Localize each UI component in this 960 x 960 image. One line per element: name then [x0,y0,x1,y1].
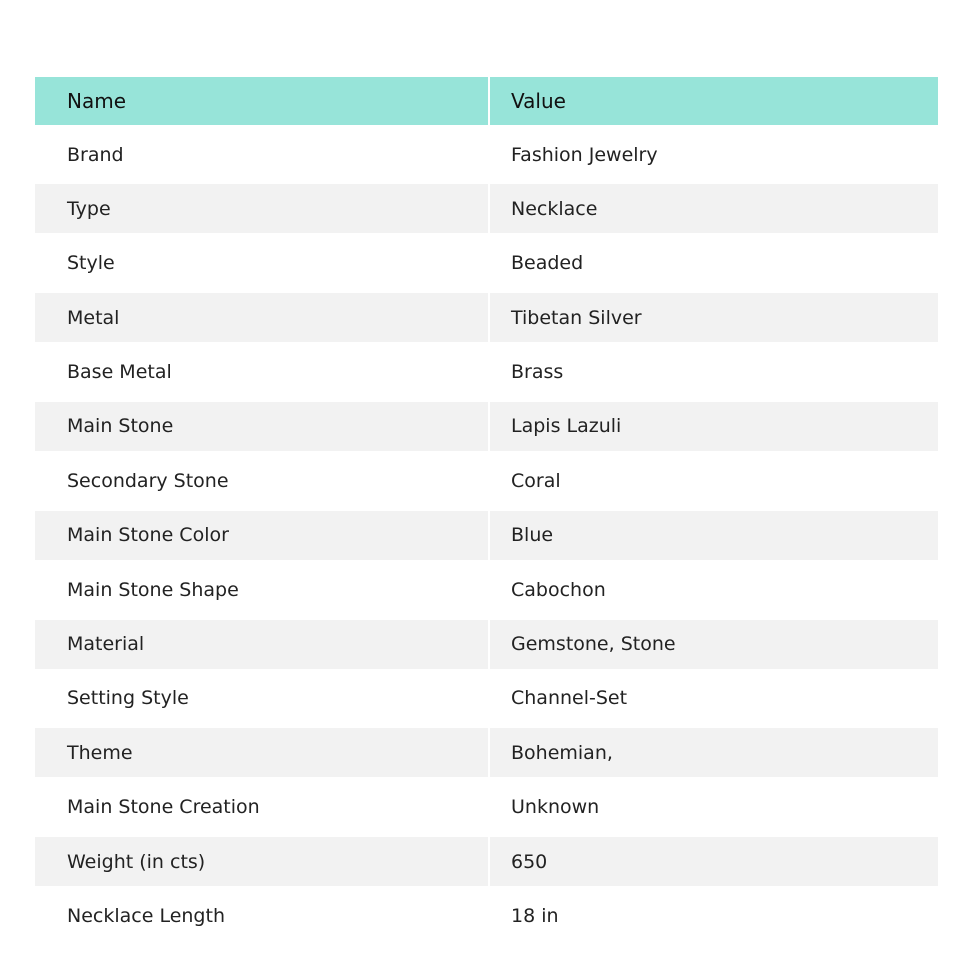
row-name-cell: Type [35,184,490,233]
table-row [35,728,938,777]
row-name-cell: Metal [35,293,490,342]
table-row [35,184,938,233]
table-row [35,891,938,940]
table-row [35,565,938,614]
table-header-row [35,77,938,125]
table-row [35,402,938,451]
table-row [35,239,938,288]
row-name-cell: Material [35,620,490,669]
table-row [35,674,938,723]
row-name-cell: Style [67,252,115,275]
specifications-table [35,77,938,946]
row-value-cell: Fashion Jewelry [511,143,658,166]
row-name-cell: Main Stone Creation [67,796,260,819]
row-value-cell: Necklace [511,197,598,220]
table-row [35,293,938,342]
table-row [35,783,938,832]
row-name-cell: Theme [35,728,490,777]
row-value-cell: Brass [511,361,564,384]
row-value-cell: Channel-Set [511,687,628,710]
table-row [35,620,938,669]
row-value-cell: Bohemian, [511,741,613,764]
row-name-cell: Setting Style [67,687,189,710]
column-header-name: Name [35,77,490,125]
row-value-cell: Tibetan Silver [511,306,642,329]
column-header-value: Value [511,89,566,113]
row-name-cell: Main Stone Shape [67,578,239,601]
row-name-cell: Secondary Stone [67,469,229,492]
row-name-cell: Weight (in cts) [35,837,490,886]
row-name-cell: Brand [67,143,124,166]
row-value-cell: Cabochon [511,578,606,601]
row-name-cell: Main Stone Color [35,511,490,560]
table-row [35,130,938,179]
row-name-cell: Necklace Length [67,904,225,927]
row-value-cell: Coral [511,469,561,492]
row-name-cell: Main Stone [35,402,490,451]
row-value-cell: Gemstone, Stone [511,633,676,656]
row-value-cell: 650 [511,850,548,873]
table-row [35,511,938,560]
table-row [35,456,938,505]
row-value-cell: 18 in [511,904,559,927]
row-value-cell: Blue [511,524,554,547]
table-row [35,837,938,886]
row-name-cell: Base Metal [67,361,172,384]
row-value-cell: Unknown [511,796,600,819]
table-row [35,348,938,397]
row-value-cell: Beaded [511,252,584,275]
row-value-cell: Lapis Lazuli [511,415,622,438]
